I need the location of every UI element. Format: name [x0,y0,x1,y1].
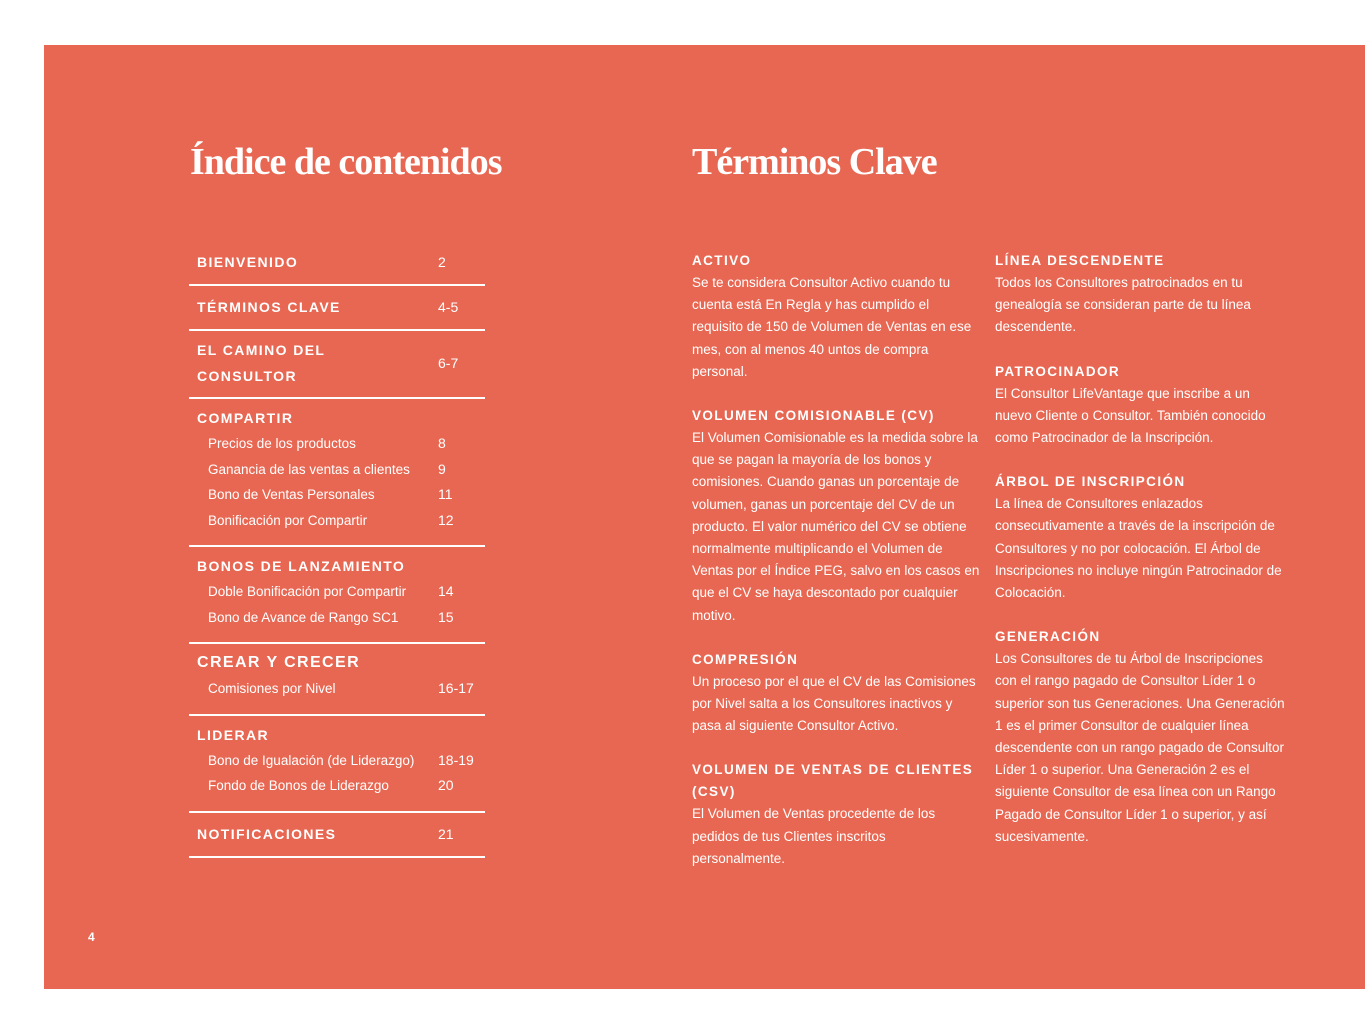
toc-item[interactable]: Comisiones por Nivel 16-17 [208,680,474,696]
term-definition: El Consultor LifeVantage que inscribe a un nuevo Cliente o Consultor. También conocido como Patrocinador de la Inscripción. [995,385,1266,446]
terms-title: Términos Clave [692,141,937,183]
toc-item[interactable]: Bono de Avance de Rango SC1 15 [208,608,454,625]
toc-item[interactable]: Bono de Ventas Personales 11 [208,486,453,502]
term-heading: ÁRBOL DE INSCRIPCIÓN [995,474,1186,490]
term-heading: VOLUMEN DE VENTAS DE CLIENTES (CSV) [692,762,974,800]
toc-section-bienvenido[interactable] [189,241,485,286]
toc-section-page: 21 [438,825,454,842]
term-definition: Todos los Consultores patrocinados en tu genealogía se consideran parte de tu línea descendente. [995,275,1251,335]
toc-section-header[interactable] [189,553,485,579]
toc-section-page: 4-5 [438,299,459,315]
toc-section-crear-crecer [189,644,485,716]
toc-item[interactable]: Precios de los productos 8 [208,435,446,451]
toc-item[interactable]: Ganancia de las ventas a clientes 9 [208,460,446,477]
toc-section-label: COMPARTIR [197,410,294,426]
term-entry [692,759,982,870]
toc-section-camino[interactable] [189,331,485,399]
terms-column-left [692,250,982,892]
toc-section-header[interactable] [189,722,485,748]
term-entry [692,250,982,383]
toc-section-page: 6-7 [438,355,459,371]
toc-section-page: 2 [438,254,446,270]
term-heading: LÍNEA DESCENDENTE [995,253,1165,268]
toc-section-liderar [189,716,485,813]
term-entry [692,649,982,738]
term-heading: PATROCINADOR [995,363,1121,379]
toc-section-compartir [189,399,485,547]
toc-section-label: TÉRMINOS CLAVE [197,299,341,315]
toc-section-label: CREAR Y CRECER [197,654,361,671]
term-definition: Se te considera Consultor Activo cuando tu cuenta está En Regla y has cumplido el requisito de 150 de Volumen de Ventas en ese mes, con al menos 40 untos de compra personal. [692,275,972,379]
term-entry [995,250,1285,339]
toc-section-header[interactable] [189,405,485,431]
toc-title: Índice de contenidos [190,141,502,183]
term-heading: GENERACIÓN [995,629,1101,645]
toc-item[interactable]: Fondo de Bonos de Liderazgo 20 [208,777,454,793]
toc-section-label: BIENVENIDO [197,254,299,270]
toc-section-label: EL CAMINO DEL CONSULTOR [197,342,326,384]
term-entry [692,405,982,627]
term-heading: VOLUMEN COMISIONABLE (CV) [692,408,935,424]
terms-column-right [995,250,1285,870]
table-of-contents [189,241,485,858]
term-definition: La línea de Consultores enlazados consecutivamente a través de la inscripción de Consultores y no por colocación. El Árbol de Inscripciones no incluye ningún Patrocinador de Colocación. [995,496,1282,601]
term-heading: ACTIVO [692,253,752,268]
toc-item[interactable]: Bono de Igualación (de Liderazgo) 18-19 [208,751,474,768]
toc-section-notificaciones[interactable] [189,813,485,858]
term-entry [995,361,1285,450]
term-definition: Los Consultores de tu Árbol de Inscripciones con el rango pagado de Consultor Líder 1 o superior son tus Generaciones. Una Generación 1 es el primer Consultor de cualquier línea descendente con un rango pagado de Consultor Líder 1 o superior. Una Generación 2 es el siguiente Consultor de esa línea con un Rango Pagado de Consultor Líder 1 o superior, y así sucesivamente. [995,651,1285,844]
term-entry [995,626,1285,848]
page-number: 4 [88,930,95,944]
term-definition: El Volumen Comisionable es la medida sobre la que se pagan la mayoría de los bonos y comisiones. Cuando ganas un porcentaje de volumen, ganas un porcentaje del CV de un producto. El valor numérico del CV se obtiene normalmente multiplicando el Volumen de Ventas por el Índice PEG, salvo en los casos en que el CV se haya descontado por cualquier motivo. [692,430,980,623]
toc-section-label: BONOS DE LANZAMIENTO [197,558,406,574]
term-definition: El Volumen de Ventas procedente de los pedidos de tus Clientes inscritos personalmente. [692,806,936,866]
term-entry [995,471,1285,604]
toc-section-terminos-clave[interactable] [189,286,485,331]
toc-item[interactable]: Doble Bonificación por Compartir 14 [208,583,454,599]
toc-section-label: NOTIFICACIONES [197,825,337,842]
toc-item[interactable]: Bonificación por Compartir 12 [208,511,454,528]
toc-section-label: LIDERAR [197,726,270,743]
term-heading: COMPRESIÓN [692,651,799,667]
toc-section-lanzamiento [189,547,485,644]
term-definition: Un proceso por el que el CV de las Comisiones por Nivel salta a los Consultores inactivos y pasa al siguiente Consultor Activo. [692,673,976,734]
toc-section-header[interactable] [189,650,485,676]
